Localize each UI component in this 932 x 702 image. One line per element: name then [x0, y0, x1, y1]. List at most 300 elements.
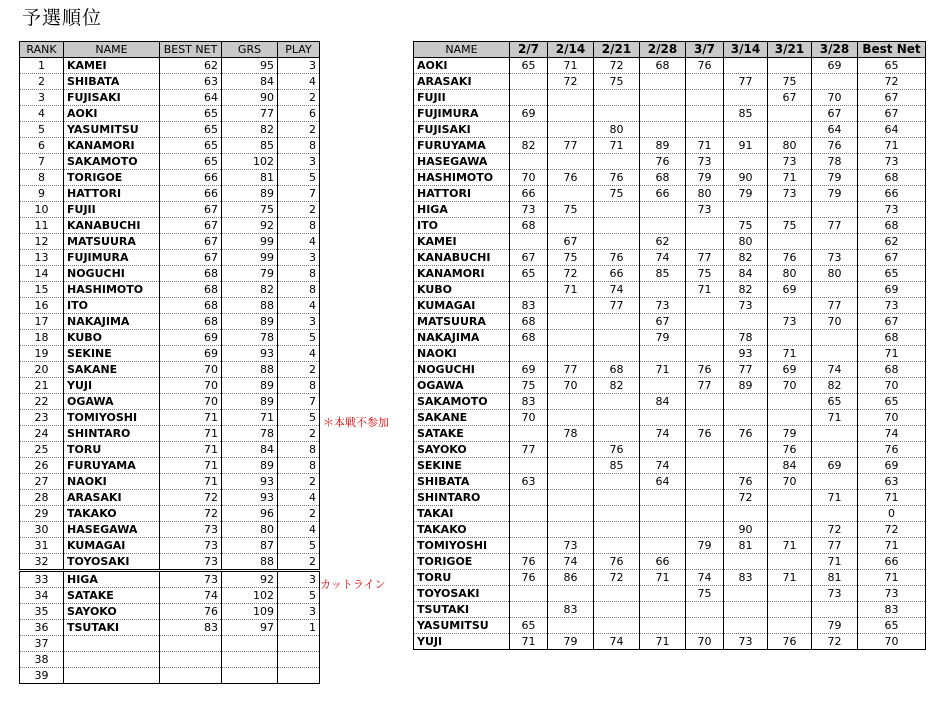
name-cell: AOKI	[64, 106, 160, 122]
best-net-cell: 72	[160, 506, 222, 522]
grs-cell: 82	[222, 282, 278, 298]
round-score-cell	[510, 426, 548, 442]
grs-cell: 96	[222, 506, 278, 522]
player-name-cell: SATAKE	[414, 426, 510, 442]
round-score-cell	[686, 234, 724, 250]
name-cell: TAKAKO	[64, 506, 160, 522]
round-score-cell: 73	[724, 298, 768, 314]
ranking-row	[20, 90, 320, 106]
round-score-cell: 76	[768, 442, 812, 458]
best-net-cell: 70	[858, 378, 926, 394]
round-score-cell: 65	[510, 58, 548, 74]
round-score-cell: 77	[548, 138, 594, 154]
round-score-cell	[510, 538, 548, 554]
player-name-cell: TOMIYOSHI	[414, 538, 510, 554]
round-score-cell: 80	[768, 138, 812, 154]
best-net-cell: 68	[160, 298, 222, 314]
rank-cell: 25	[20, 442, 64, 458]
round-score-cell: 83	[510, 298, 548, 314]
best-net-cell: 71	[160, 442, 222, 458]
scores-col-header: 2/21	[594, 42, 640, 58]
round-score-cell	[812, 474, 858, 490]
round-score-cell: 71	[640, 634, 686, 650]
player-name-cell: SHIBATA	[414, 474, 510, 490]
ranking-row	[20, 298, 320, 314]
round-score-cell	[548, 298, 594, 314]
best-net-cell: 72	[858, 522, 926, 538]
ranking-col-header: NAME	[64, 42, 160, 58]
round-score-cell	[594, 490, 640, 506]
round-score-cell: 71	[640, 362, 686, 378]
scores-row	[414, 266, 926, 282]
grs-cell: 99	[222, 234, 278, 250]
player-name-cell: AOKI	[414, 58, 510, 74]
rank-cell: 4	[20, 106, 64, 122]
round-score-cell	[640, 490, 686, 506]
page-title: 予選順位	[22, 7, 103, 29]
round-score-cell: 76	[724, 426, 768, 442]
best-net-cell: 69	[858, 282, 926, 298]
scores-col-header: 3/14	[724, 42, 768, 58]
round-score-cell: 79	[812, 618, 858, 634]
round-score-cell: 72	[812, 522, 858, 538]
round-score-cell	[686, 618, 724, 634]
grs-cell: 84	[222, 74, 278, 90]
round-score-cell: 80	[768, 266, 812, 282]
name-cell: NOGUCHI	[64, 266, 160, 282]
round-score-cell	[548, 410, 594, 426]
round-score-cell	[768, 602, 812, 618]
round-score-cell: 71	[812, 490, 858, 506]
best-net-cell: 66	[858, 554, 926, 570]
round-score-cell	[594, 602, 640, 618]
round-score-cell: 73	[768, 186, 812, 202]
round-score-cell	[724, 90, 768, 106]
round-score-cell	[640, 586, 686, 602]
best-net-cell: 70	[160, 394, 222, 410]
rank-cell: 36	[20, 620, 64, 636]
scores-row	[414, 506, 926, 522]
round-score-cell: 78	[724, 330, 768, 346]
round-score-cell: 76	[594, 170, 640, 186]
grs-cell: 84	[222, 442, 278, 458]
round-score-cell: 73	[548, 538, 594, 554]
round-score-cell	[686, 522, 724, 538]
round-score-cell	[812, 330, 858, 346]
round-score-cell	[548, 394, 594, 410]
best-net-cell: 67	[160, 218, 222, 234]
name-cell: ITO	[64, 298, 160, 314]
play-cell: 2	[278, 426, 320, 442]
grs-cell: 78	[222, 330, 278, 346]
round-score-cell	[640, 538, 686, 554]
ranking-row	[20, 346, 320, 362]
round-score-cell	[724, 410, 768, 426]
round-score-cell: 67	[640, 314, 686, 330]
round-score-cell: 69	[812, 458, 858, 474]
player-name-cell: KUMAGAI	[414, 298, 510, 314]
round-score-cell: 76	[686, 58, 724, 74]
best-net-cell: 64	[160, 90, 222, 106]
rank-cell: 20	[20, 362, 64, 378]
scores-row	[414, 394, 926, 410]
round-score-cell: 77	[724, 362, 768, 378]
player-name-cell: FURUYAMA	[414, 138, 510, 154]
round-score-cell	[594, 474, 640, 490]
player-name-cell: SAKANE	[414, 410, 510, 426]
play-cell: 4	[278, 522, 320, 538]
best-net-cell: 65	[858, 618, 926, 634]
round-score-cell	[548, 618, 594, 634]
round-score-cell	[594, 346, 640, 362]
scores-row	[414, 330, 926, 346]
best-net-cell: 73	[858, 202, 926, 218]
ranking-row	[20, 58, 320, 74]
grs-cell: 93	[222, 490, 278, 506]
round-score-cell	[548, 474, 594, 490]
best-net-cell: 72	[858, 74, 926, 90]
round-score-cell	[768, 490, 812, 506]
round-score-cell: 67	[548, 234, 594, 250]
play-cell	[278, 668, 320, 684]
name-cell: TORIGOE	[64, 170, 160, 186]
best-net-cell: 69	[858, 458, 926, 474]
ranking-row	[20, 170, 320, 186]
round-score-cell: 77	[686, 378, 724, 394]
play-cell: 5	[278, 330, 320, 346]
round-score-cell	[724, 586, 768, 602]
player-name-cell: TAKAI	[414, 506, 510, 522]
name-cell: FUJII	[64, 202, 160, 218]
play-cell: 5	[278, 588, 320, 604]
round-score-cell	[548, 122, 594, 138]
play-cell: 2	[278, 202, 320, 218]
name-cell: SHINTARO	[64, 426, 160, 442]
round-score-cell	[640, 442, 686, 458]
round-score-cell	[686, 346, 724, 362]
round-score-cell	[686, 506, 724, 522]
round-score-cell: 71	[640, 570, 686, 586]
play-cell: 8	[278, 458, 320, 474]
player-name-cell: ARASAKI	[414, 74, 510, 90]
scores-row	[414, 282, 926, 298]
name-cell	[64, 668, 160, 684]
grs-cell: 89	[222, 394, 278, 410]
player-name-cell: KANAMORI	[414, 266, 510, 282]
round-score-cell	[640, 602, 686, 618]
scores-row	[414, 74, 926, 90]
best-net-cell: 72	[160, 490, 222, 506]
ranking-row	[20, 571, 320, 588]
scores-header-row	[414, 42, 926, 58]
player-name-cell: SEKINE	[414, 458, 510, 474]
ranking-row	[20, 652, 320, 668]
round-score-cell: 78	[548, 426, 594, 442]
grs-cell	[222, 636, 278, 652]
best-net-cell: 73	[160, 554, 222, 571]
best-net-cell: 68	[160, 282, 222, 298]
name-cell: FURUYAMA	[64, 458, 160, 474]
scores-col-header: Best Net	[858, 42, 926, 58]
best-net-cell: 71	[858, 538, 926, 554]
play-cell: 4	[278, 490, 320, 506]
round-score-cell: 65	[510, 618, 548, 634]
ranking-row	[20, 604, 320, 620]
round-score-cell	[812, 234, 858, 250]
round-score-cell	[812, 74, 858, 90]
ranking-row	[20, 122, 320, 138]
best-net-cell: 67	[858, 90, 926, 106]
round-score-cell	[812, 282, 858, 298]
rank-cell: 29	[20, 506, 64, 522]
grs-cell: 77	[222, 106, 278, 122]
name-cell: YUJI	[64, 378, 160, 394]
play-cell: 3	[278, 250, 320, 266]
player-name-cell: KANABUCHI	[414, 250, 510, 266]
round-score-cell: 64	[640, 474, 686, 490]
round-score-cell: 76	[812, 138, 858, 154]
round-score-cell: 70	[812, 90, 858, 106]
name-cell: ARASAKI	[64, 490, 160, 506]
play-cell: 8	[278, 442, 320, 458]
ranking-col-header: BEST NET	[160, 42, 222, 58]
play-cell: 8	[278, 138, 320, 154]
round-score-cell	[640, 74, 686, 90]
rank-cell: 6	[20, 138, 64, 154]
play-cell	[278, 636, 320, 652]
round-score-cell: 80	[724, 234, 768, 250]
player-name-cell: TORIGOE	[414, 554, 510, 570]
round-score-cell	[510, 154, 548, 170]
round-score-cell: 84	[768, 458, 812, 474]
round-score-cell: 71	[686, 282, 724, 298]
round-score-cell	[640, 282, 686, 298]
ranking-row	[20, 490, 320, 506]
round-score-cell: 76	[686, 426, 724, 442]
name-cell: MATSUURA	[64, 234, 160, 250]
scores-row	[414, 618, 926, 634]
player-name-cell: KUBO	[414, 282, 510, 298]
rank-cell: 9	[20, 186, 64, 202]
ranking-row	[20, 394, 320, 410]
name-cell: TOMIYOSHI	[64, 410, 160, 426]
round-score-cell	[812, 202, 858, 218]
round-score-cell: 79	[686, 170, 724, 186]
round-score-cell	[686, 298, 724, 314]
round-score-cell	[724, 314, 768, 330]
ranking-header-row	[20, 42, 320, 58]
ranking-row	[20, 378, 320, 394]
round-score-cell	[686, 442, 724, 458]
play-cell: 4	[278, 74, 320, 90]
name-cell: HASEGAWA	[64, 522, 160, 538]
round-score-cell: 74	[548, 554, 594, 570]
round-score-cell	[548, 506, 594, 522]
player-name-cell: FUJISAKI	[414, 122, 510, 138]
grs-cell: 89	[222, 186, 278, 202]
round-score-cell: 71	[548, 282, 594, 298]
grs-cell: 89	[222, 314, 278, 330]
round-score-cell	[768, 394, 812, 410]
player-name-cell: NAOKI	[414, 346, 510, 362]
scores-col-header: 3/21	[768, 42, 812, 58]
player-name-cell: HIGA	[414, 202, 510, 218]
round-score-cell	[724, 602, 768, 618]
player-name-cell: SAYOKO	[414, 442, 510, 458]
round-score-cell: 72	[548, 74, 594, 90]
round-score-cell: 83	[724, 570, 768, 586]
name-cell: KANAMORI	[64, 138, 160, 154]
ranking-row	[20, 106, 320, 122]
round-score-cell: 76	[594, 250, 640, 266]
name-cell: HIGA	[64, 571, 160, 588]
ranking-row	[20, 458, 320, 474]
round-score-cell	[640, 618, 686, 634]
round-score-cell: 69	[812, 58, 858, 74]
round-score-cell: 71	[594, 138, 640, 154]
player-name-cell: SHINTARO	[414, 490, 510, 506]
play-cell: 2	[278, 362, 320, 378]
round-score-cell	[724, 506, 768, 522]
rank-cell: 17	[20, 314, 64, 330]
round-score-cell: 68	[510, 218, 548, 234]
round-score-cell: 72	[812, 634, 858, 650]
rank-cell: 3	[20, 90, 64, 106]
round-score-cell: 86	[548, 570, 594, 586]
round-score-cell: 74	[812, 362, 858, 378]
round-score-cell	[686, 458, 724, 474]
name-cell: TOYOSAKI	[64, 554, 160, 571]
ranking-row	[20, 668, 320, 684]
player-name-cell: FUJII	[414, 90, 510, 106]
round-score-cell: 81	[724, 538, 768, 554]
best-net-cell: 70	[858, 634, 926, 650]
play-cell: 7	[278, 186, 320, 202]
round-score-cell: 65	[812, 394, 858, 410]
ranking-row	[20, 314, 320, 330]
round-score-cell: 67	[510, 250, 548, 266]
grs-cell: 99	[222, 250, 278, 266]
best-net-cell: 67	[858, 106, 926, 122]
name-cell: TORU	[64, 442, 160, 458]
grs-cell: 88	[222, 362, 278, 378]
rank-cell: 28	[20, 490, 64, 506]
round-score-cell	[640, 410, 686, 426]
best-net-cell: 71	[160, 410, 222, 426]
round-score-cell: 71	[812, 554, 858, 570]
round-score-cell: 73	[724, 634, 768, 650]
best-net-cell: 73	[858, 154, 926, 170]
name-cell: NAOKI	[64, 474, 160, 490]
name-cell: KANABUCHI	[64, 218, 160, 234]
round-score-cell	[640, 122, 686, 138]
scores-col-header: 2/7	[510, 42, 548, 58]
round-score-cell	[768, 618, 812, 634]
play-cell: 2	[278, 122, 320, 138]
scores-col-header: 2/28	[640, 42, 686, 58]
round-score-cell	[640, 218, 686, 234]
rank-cell: 13	[20, 250, 64, 266]
round-score-cell: 75	[724, 218, 768, 234]
round-score-cell	[768, 410, 812, 426]
round-score-cell	[686, 74, 724, 90]
round-score-cell: 68	[510, 314, 548, 330]
best-net-cell: 71	[160, 426, 222, 442]
player-name-cell: TOYOSAKI	[414, 586, 510, 602]
round-score-cell	[640, 90, 686, 106]
round-score-cell: 74	[686, 570, 724, 586]
player-name-cell: OGAWA	[414, 378, 510, 394]
ranking-row	[20, 554, 320, 571]
round-score-cell	[724, 154, 768, 170]
round-score-cell: 85	[640, 266, 686, 282]
round-score-cell: 70	[510, 410, 548, 426]
round-score-cell	[686, 394, 724, 410]
round-score-cell: 83	[548, 602, 594, 618]
round-score-cell	[594, 506, 640, 522]
round-score-cell	[594, 154, 640, 170]
player-name-cell: TAKAKO	[414, 522, 510, 538]
play-cell: 1	[278, 620, 320, 636]
ranking-row	[20, 154, 320, 170]
round-score-cell	[594, 314, 640, 330]
round-score-cell: 82	[724, 282, 768, 298]
best-net-cell: 65	[160, 154, 222, 170]
scores-table	[413, 41, 926, 650]
round-score-cell	[768, 234, 812, 250]
round-score-cell: 69	[768, 362, 812, 378]
round-score-cell: 79	[812, 186, 858, 202]
round-score-cell: 79	[686, 538, 724, 554]
best-net-cell: 71	[858, 490, 926, 506]
round-score-cell: 70	[510, 170, 548, 186]
player-name-cell: NAKAJIMA	[414, 330, 510, 346]
round-score-cell: 75	[594, 186, 640, 202]
round-score-cell	[510, 90, 548, 106]
rank-cell: 39	[20, 668, 64, 684]
round-score-cell	[686, 106, 724, 122]
grs-cell: 93	[222, 474, 278, 490]
round-score-cell: 75	[548, 202, 594, 218]
name-cell	[64, 652, 160, 668]
best-net-cell: 69	[160, 346, 222, 362]
ranking-row	[20, 426, 320, 442]
round-score-cell	[724, 202, 768, 218]
rank-cell: 37	[20, 636, 64, 652]
name-cell: TSUTAKI	[64, 620, 160, 636]
round-score-cell: 91	[724, 138, 768, 154]
round-score-cell	[768, 506, 812, 522]
round-score-cell: 73	[812, 250, 858, 266]
best-net-cell: 66	[858, 186, 926, 202]
ranking-row	[20, 620, 320, 636]
round-score-cell: 64	[812, 122, 858, 138]
round-score-cell	[724, 618, 768, 634]
rank-cell: 10	[20, 202, 64, 218]
best-net-cell: 71	[858, 346, 926, 362]
round-score-cell: 71	[510, 634, 548, 650]
play-cell: 2	[278, 506, 320, 522]
round-score-cell	[510, 122, 548, 138]
ranking-row	[20, 250, 320, 266]
round-score-cell: 66	[640, 186, 686, 202]
name-cell: KAMEI	[64, 58, 160, 74]
round-score-cell	[640, 378, 686, 394]
round-score-cell: 75	[686, 266, 724, 282]
round-score-cell: 77	[812, 298, 858, 314]
scores-col-header: 2/14	[548, 42, 594, 58]
rank-cell: 35	[20, 604, 64, 620]
